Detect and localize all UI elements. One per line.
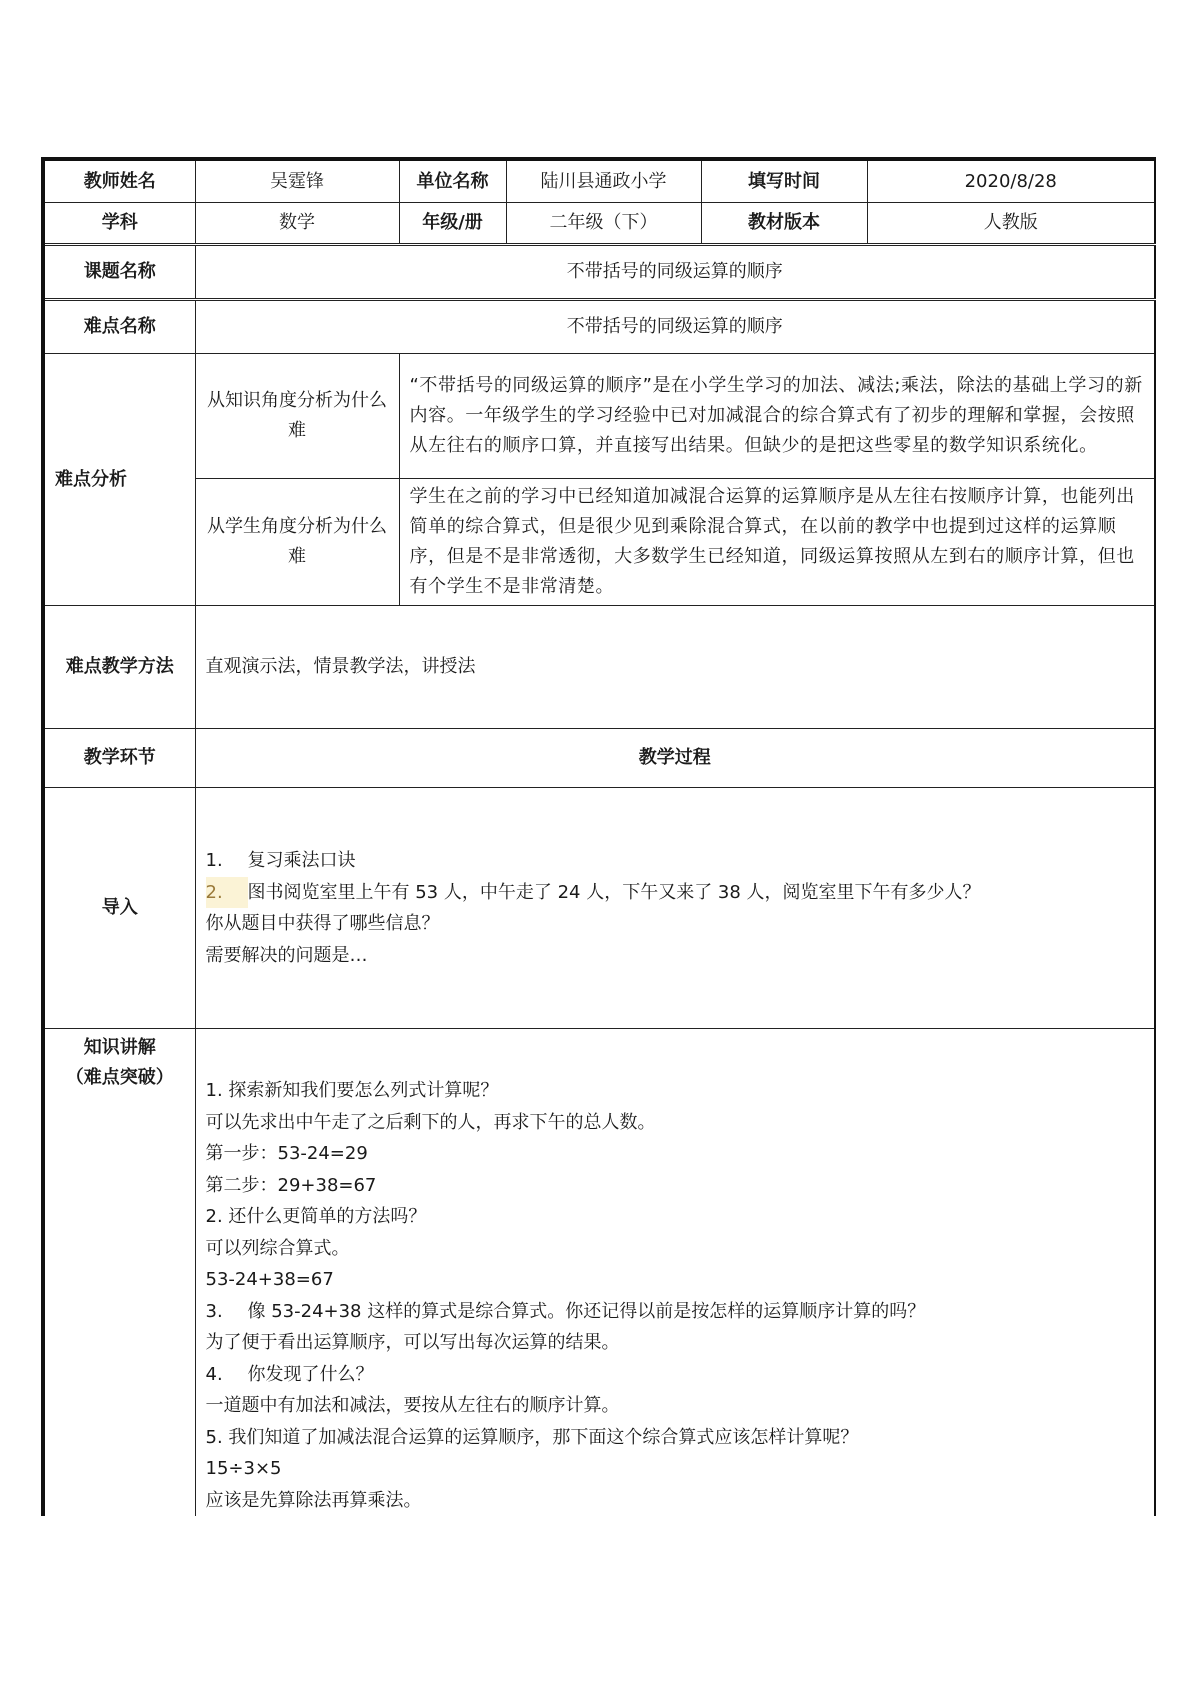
- header-row-1: [43, 159, 1155, 203]
- line-text: 2. 还什么更简单的方法吗？: [205, 1206, 427, 1227]
- topic-label: 课题名称: [43, 245, 195, 300]
- analysis-row-student: [43, 479, 1155, 606]
- line-text: 图书阅览室里上午有 53 人，中午走了 24 人，下午又来了 38 人，阅览室里下午有多少人？: [247, 881, 981, 903]
- text-line: [206, 1233, 1145, 1265]
- knowledge-row: [43, 1029, 1155, 1517]
- knowledge-angle-label: 从知识角度分析为什么难: [195, 354, 399, 479]
- knowledge-label-line1: 知识讲解: [83, 1037, 156, 1058]
- unit-label: 单位名称: [399, 159, 506, 203]
- intro-content: [195, 788, 1155, 1029]
- text-line: [206, 1422, 1145, 1454]
- line-text: 需要解决的问题是…: [205, 944, 368, 966]
- list-number: 2.: [206, 877, 248, 909]
- date-value: 2020/8/28: [867, 159, 1155, 203]
- text-line: [206, 1201, 1145, 1233]
- list-number: 4.: [205, 1363, 223, 1385]
- line-text: 15÷3×5: [205, 1458, 282, 1479]
- knowledge-content: [195, 1029, 1155, 1517]
- knowledge-label-line2: （难点突破）: [65, 1067, 174, 1088]
- line-text: 5. 我们知道了加减法混合运算的运算顺序，那下面这个综合算式应该怎样计算呢？: [205, 1426, 859, 1448]
- difficulty-value: 不带括号的同级运算的顺序: [195, 300, 1155, 354]
- line-text: 应该是先算除法再算乘法。: [205, 1489, 422, 1511]
- stage-label: 教学环节: [43, 729, 195, 788]
- knowledge-label: [43, 1029, 195, 1517]
- lesson-plan-sheet: [41, 157, 1153, 1516]
- date-label: 填写时间: [701, 159, 867, 203]
- list-number: 3.: [205, 1300, 223, 1322]
- line-text: 像 53-24+38 这样的算式是综合算式。你还记得以前是按怎样的运算顺序计算的吗？: [247, 1300, 926, 1322]
- unit-value: 陆川县通政小学: [506, 159, 701, 203]
- text-line: [206, 1327, 1145, 1359]
- subject-value: 数学: [195, 203, 399, 245]
- line-text: 1. 探索新知我们要怎么列式计算呢？: [205, 1080, 499, 1101]
- analysis-label: 难点分析: [43, 354, 195, 606]
- line-text: 为了便于看出运算顺序，可以写出每次运算的结果。: [205, 1332, 620, 1353]
- method-row: [43, 606, 1155, 729]
- edition-value: 人教版: [867, 203, 1155, 245]
- analysis-row-knowledge: [43, 354, 1155, 479]
- text-line: [206, 908, 1145, 940]
- method-value: 直观演示法，情景教学法，讲授法: [195, 606, 1155, 729]
- lesson-plan-table: [41, 157, 1156, 1516]
- line-text: 可以列综合算式。: [205, 1237, 350, 1259]
- text-line: [206, 1485, 1145, 1517]
- text-line: [206, 877, 1145, 909]
- text-line: [206, 1359, 1145, 1391]
- text-line: [206, 940, 1145, 972]
- line-text: 复习乘法口诀: [247, 850, 356, 871]
- line-text: 一道题中有加法和减法，要按从左往右的顺序计算。: [205, 1395, 620, 1416]
- grade-value: 二年级（下）: [506, 203, 701, 245]
- teacher-label: 教师姓名: [43, 159, 195, 203]
- line-text: 你从题目中获得了哪些信息？: [205, 913, 440, 934]
- line-text: 可以先求出中午走了之后剩下的人，再求下午的总人数。: [205, 1111, 656, 1133]
- knowledge-lines: [196, 1029, 1155, 1516]
- topic-row: [43, 245, 1155, 300]
- list-number: 1.: [205, 850, 223, 871]
- line-text: 你发现了什么？: [247, 1363, 374, 1385]
- student-angle-text: 学生在之前的学习中已经知道加减混合运算的运算顺序是从左往右按顺序计算，也能列出简单的综合算式，但是很少见到乘除混合算式，在以前的教学中也提到过这样的运算顺序，但是不是非常透彻，大多数学生已经知道，同级运算按照从左到右的顺序计算，但也有个学生不是非常清楚。: [399, 479, 1155, 606]
- intro-label: 导入: [43, 788, 195, 1029]
- student-angle-label: 从学生角度分析为什么难: [195, 479, 399, 606]
- edition-label: 教材版本: [701, 203, 867, 245]
- line-text: 53-24+38=67: [205, 1269, 334, 1290]
- text-line: [206, 845, 1145, 877]
- text-line: [206, 1138, 1145, 1170]
- text-line: [206, 1075, 1145, 1107]
- line-text: 第二步：29+38=67: [205, 1174, 377, 1196]
- process-header-row: [43, 729, 1155, 788]
- knowledge-angle-text: “不带括号的同级运算的顺序”是在小学生学习的加法、减法;乘法，除法的基础上学习的新内容。一年级学生的学习经验中已对加减混合的综合算式有了初步的理解和掌握，会按照从左往右的顺序口算，并直接写出结果。但缺少的是把这些零星的数学知识系统化。: [399, 354, 1155, 479]
- difficulty-row: [43, 300, 1155, 354]
- line-text: 第一步：53-24=29: [205, 1143, 368, 1164]
- intro-lines: [196, 845, 1155, 971]
- process-label: 教学过程: [195, 729, 1155, 788]
- text-line: [206, 1296, 1145, 1328]
- teacher-value: 吴霆锋: [195, 159, 399, 203]
- text-line: [206, 1453, 1145, 1485]
- header-row-2: [43, 203, 1155, 245]
- grade-label: 年级/册: [399, 203, 506, 245]
- method-label: 难点教学方法: [43, 606, 195, 729]
- topic-value: 不带括号的同级运算的顺序: [195, 245, 1155, 300]
- text-line: [206, 1390, 1145, 1422]
- intro-row: [43, 788, 1155, 1029]
- text-line: [206, 1107, 1145, 1139]
- subject-label: 学科: [43, 203, 195, 245]
- difficulty-label: 难点名称: [43, 300, 195, 354]
- text-line: [206, 1264, 1145, 1296]
- text-line: [206, 1170, 1145, 1202]
